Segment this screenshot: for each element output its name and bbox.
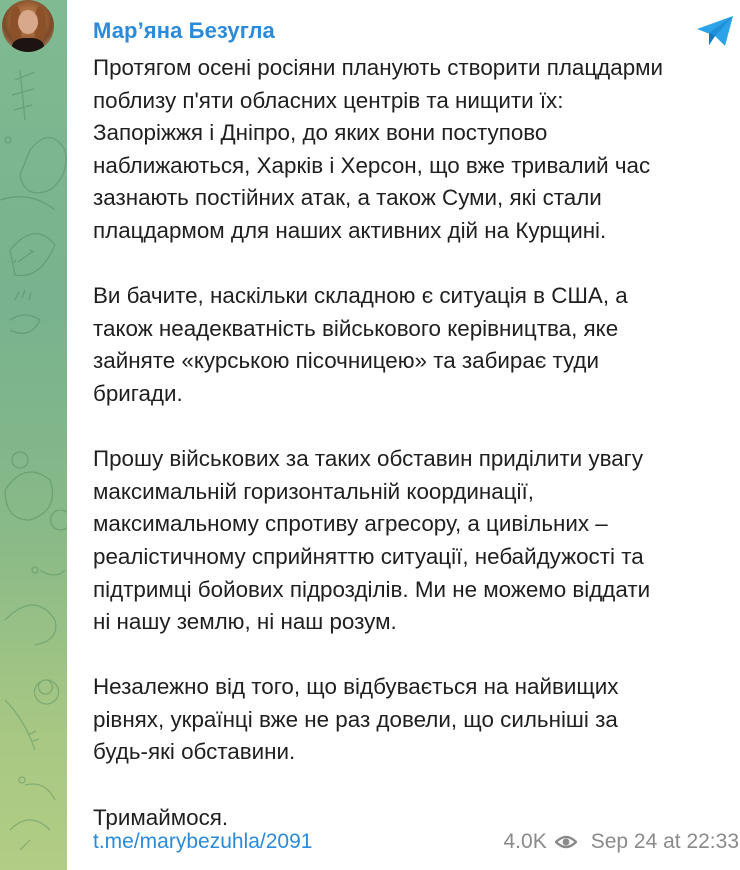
text-line: Запоріжжя і Дніпро, до яких вони поступово	[93, 120, 548, 146]
eye-icon	[555, 834, 577, 850]
message-meta	[504, 830, 740, 854]
text-line: Незалежно від того, що відбувається на найвищих	[93, 674, 619, 700]
text-line: зазнають постійних атак, а також Суми, які стали	[93, 185, 602, 211]
author-name[interactable]: Мар’яна Безугла	[93, 18, 275, 43]
text-line: плацдармом для наших активних дій на Курщині.	[93, 217, 607, 243]
post-link[interactable]: t.me/marybezuhla/2091	[93, 830, 313, 853]
text-line: будь-які обставини.	[93, 739, 296, 765]
text-line: максимальному спротиву агресору, а цивільних –	[93, 511, 608, 537]
text-line: Протягом осені росіяни планують створити плацдарми	[93, 55, 664, 80]
text-line: Прошу військових за таких обставин приділити увагу	[93, 446, 644, 472]
message-timestamp: Sep 24 at 22:33	[590, 830, 739, 853]
text-line: поблизу п'яти обласних центрів та нищити їх:	[93, 87, 564, 113]
text-line: ні нашу землю, ні наш розум.	[93, 609, 397, 635]
text-line: Тримаймося.	[93, 804, 229, 830]
message-footer	[93, 830, 739, 860]
paragraph-1	[93, 52, 738, 248]
paragraph-3	[93, 443, 738, 639]
text-line: підтримці бойових підрозділів. Ми не можемо віддати	[93, 576, 651, 602]
message-text	[93, 52, 738, 834]
message-bubble	[67, 0, 740, 870]
text-line: максимальній горизонтальній координації,	[93, 478, 534, 504]
avatar-shirt	[12, 38, 44, 52]
chat-background	[0, 0, 67, 870]
author-avatar[interactable]	[2, 0, 54, 52]
text-line: рівнях, українці вже не раз довели, що сильніші за	[93, 706, 618, 732]
text-line: також неадекватність військового керівництва, яке	[93, 315, 619, 341]
text-line: реалістичному сприйняттю ситуації, небайдужості та	[93, 543, 644, 569]
text-line: наближаються, Харків і Херсон, що вже тривалий час	[93, 152, 651, 178]
view-count: 4.0K	[503, 830, 547, 853]
paragraph-2	[93, 280, 738, 410]
text-line: зайняте «курською пісочницею» та забирає туди	[93, 348, 600, 374]
avatar-face	[18, 10, 38, 34]
doodle-pattern-icon	[0, 0, 67, 870]
text-line: Ви бачите, наскільки складною є ситуація в США, а	[93, 283, 628, 309]
paragraph-4	[93, 671, 738, 769]
telegram-logo-icon[interactable]	[695, 14, 735, 48]
text-line: бригади.	[93, 380, 183, 406]
